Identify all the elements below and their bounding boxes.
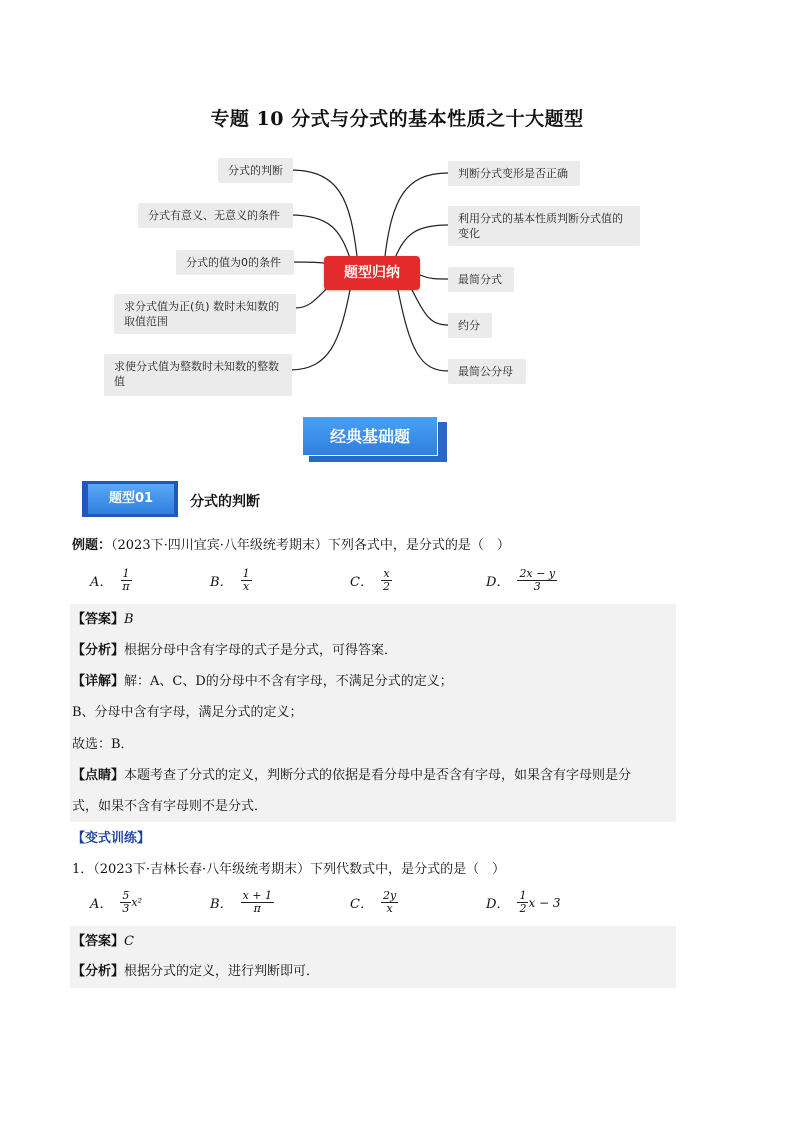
- example-option-c: [350, 568, 392, 593]
- denominator: 3: [122, 902, 130, 915]
- mind-map-node-left-4: 求分式值为正(负) 数时未知数的取值范围: [114, 294, 296, 334]
- fraction: [241, 890, 274, 915]
- detail-label: 【详解】: [72, 674, 125, 689]
- fraction: [120, 568, 131, 593]
- numerator: 2y: [382, 889, 397, 902]
- practice-analysis: [72, 963, 319, 981]
- page-title: 专题 10 分式与分式的基本性质之十大题型: [210, 108, 584, 130]
- answer-label: 【答案】: [72, 934, 125, 949]
- mind-map-node-left-2: 分式有意义、无意义的条件: [138, 203, 293, 228]
- numerator: 2x − y: [519, 567, 556, 580]
- fraction: [517, 568, 557, 593]
- example-option-d: [486, 568, 557, 593]
- option-letter: A．: [90, 897, 113, 912]
- practice-question: 1．（2023下·吉林长春·八年级统考期末）下列代数式中，是分式的是（ ）: [72, 862, 506, 877]
- mind-map-node-left-3: 分式的值为0的条件: [176, 250, 294, 275]
- fraction: [381, 890, 398, 915]
- mind-map-center-node: 题型归纳: [324, 256, 420, 290]
- fraction: [241, 568, 252, 593]
- mind-map-node-right-4: 约分: [448, 313, 492, 338]
- numerator: 5: [122, 889, 130, 902]
- option-tail: x²: [131, 896, 143, 909]
- option-tail: x − 3: [528, 895, 561, 910]
- comment-line-1: 本题考查了分式的定义，判断分式的依据是看分母中是否含有字母，如果含有字母则是分: [124, 768, 632, 783]
- detail-line-3: 故选：B．: [72, 737, 134, 752]
- detail-line-1: 解：A、C、D的分母中不含有字母，不满足分式的定义；: [124, 674, 453, 689]
- example-question: [72, 537, 510, 555]
- numerator: 1: [242, 567, 250, 580]
- denominator: 2: [382, 580, 390, 593]
- example-option-a: [90, 568, 132, 593]
- mind-map-node-right-3: 最简分式: [448, 267, 514, 292]
- example-option-b: [210, 568, 252, 593]
- denominator: x: [386, 902, 393, 915]
- option-letter: C．: [350, 575, 373, 590]
- analysis-text: 根据分式的定义，进行判断即可．: [124, 964, 320, 979]
- mind-map: [0, 140, 794, 410]
- numerator: x: [383, 567, 390, 580]
- analysis-text: 根据分母中含有字母的式子是分式，可得答案．: [124, 643, 398, 658]
- numerator: 1: [519, 889, 527, 902]
- mind-map-node-right-1: 判断分式变形是否正确: [448, 161, 580, 186]
- option-letter: C．: [350, 897, 373, 912]
- practice-label: 【变式训练】: [72, 831, 151, 846]
- example-detail: [72, 673, 453, 691]
- numerator: x + 1: [242, 889, 272, 902]
- mind-map-node-right-5: 最简公分母: [448, 359, 526, 384]
- denominator: 2: [519, 902, 527, 915]
- example-label: 例题：: [72, 538, 112, 553]
- example-comment: [72, 767, 631, 785]
- practice-option-b: [210, 890, 274, 915]
- denominator: π: [253, 902, 261, 915]
- example-stem: （2023下·四川宜宾·八年级统考期末）下列各式中，是分式的是（ ）: [111, 538, 510, 553]
- fraction: [381, 568, 392, 593]
- comment-line-2: 式，如果不含有字母则不是分式．: [72, 799, 268, 814]
- option-letter: D．: [486, 897, 510, 912]
- type-tag: 题型01: [88, 484, 174, 514]
- denominator: 3: [533, 580, 541, 593]
- analysis-label: 【分析】: [72, 964, 125, 979]
- comment-label: 【点睛】: [72, 768, 125, 783]
- analysis-label: 【分析】: [72, 643, 125, 658]
- example-answer: [72, 611, 134, 629]
- mind-map-node-right-2: 利用分式的基本性质判断分式值的变化: [448, 206, 640, 246]
- practice-answer: [72, 933, 134, 951]
- fraction: [517, 890, 528, 915]
- denominator: x: [242, 580, 250, 593]
- option-letter: B．: [210, 575, 233, 590]
- answer-value: C: [124, 934, 134, 949]
- option-letter: D．: [486, 575, 510, 590]
- type-heading: 分式的判断: [190, 494, 260, 510]
- option-letter: A．: [90, 575, 113, 590]
- option-letter: B．: [210, 897, 233, 912]
- example-analysis: [72, 642, 397, 660]
- answer-label: 【答案】: [72, 612, 125, 627]
- numerator: 1: [122, 567, 130, 580]
- section-banner: 经典基础题: [302, 416, 438, 456]
- practice-option-c: [350, 890, 398, 915]
- mind-map-node-left-1: 分式的判断: [218, 158, 293, 183]
- detail-line-2: B、分母中含有字母，满足分式的定义；: [72, 705, 303, 720]
- mind-map-node-left-5: 求使分式值为整数时未知数的整数值: [104, 354, 292, 396]
- answer-value: B: [124, 612, 134, 627]
- denominator: π: [122, 580, 130, 593]
- practice-option-d: [486, 890, 561, 915]
- fraction: [120, 890, 131, 915]
- practice-option-a: [90, 890, 142, 915]
